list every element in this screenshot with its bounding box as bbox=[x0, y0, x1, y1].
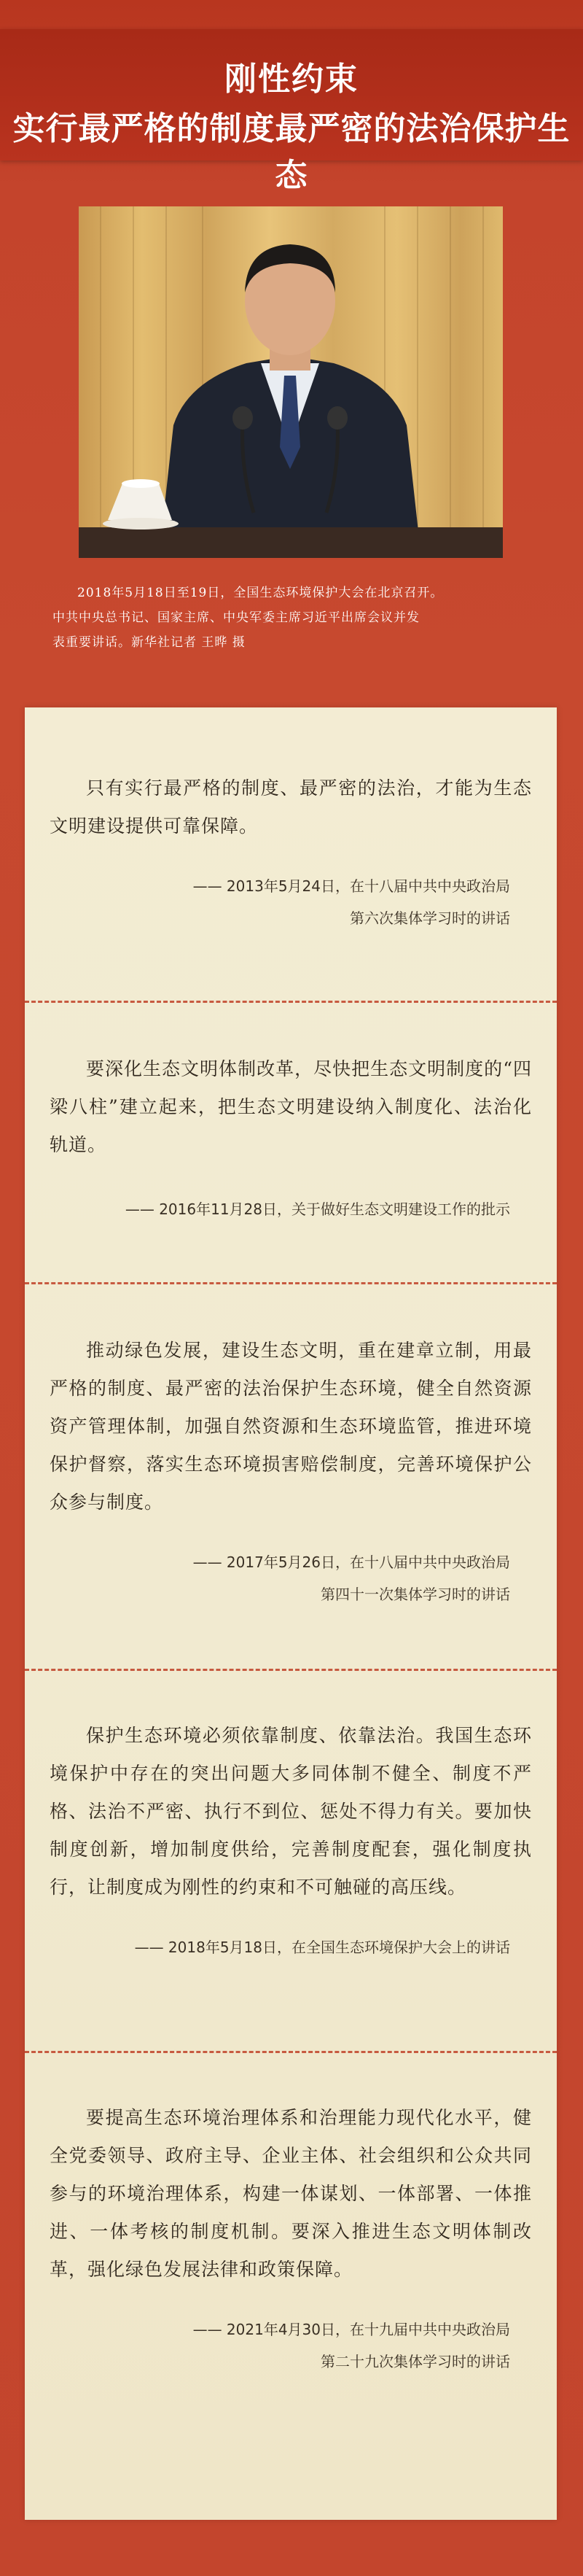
dashed-divider bbox=[25, 2051, 557, 2053]
quote-section bbox=[25, 1717, 557, 1963]
page-subtitle: 实行最严格的制度最严密的法治保护生态 bbox=[12, 110, 571, 194]
quote-section bbox=[25, 1332, 557, 1610]
quote-text: 只有实行最严格的制度、最严密的法治，才能为生态文明建设提供可靠保障。 bbox=[50, 777, 532, 837]
caption-line: 2018年5月18日至19日，全国生态环境保护大会在北京召开。 bbox=[77, 586, 444, 600]
quote-source: —— 2017年5月26日，在十八届中共中央政治局 bbox=[192, 1553, 510, 1571]
caption-line: 表重要讲话。新华社记者 王晔 摄 bbox=[52, 635, 246, 650]
page-title: 刚性约束 bbox=[224, 61, 359, 98]
quote-source: —— 2021年4月30日，在十九届中共中央政治局 bbox=[192, 2321, 510, 2338]
dashed-divider bbox=[25, 1669, 557, 1671]
caption-line: 中共中央总书记、国家主席、中央军委主席习近平出席会议并发 bbox=[52, 610, 420, 625]
quote-source: 第六次集体学习时的讲话 bbox=[350, 909, 510, 927]
quote-section bbox=[25, 2099, 557, 2378]
news-photo bbox=[79, 206, 503, 558]
dashed-divider bbox=[25, 1001, 557, 1003]
quote-source: —— 2016年11月28日，关于做好生态文明建设工作的批示 bbox=[125, 1200, 510, 1218]
dashed-divider bbox=[25, 1282, 557, 1284]
quote-text: 要提高生态环境治理体系和治理能力现代化水平，健全党委领导、政府主导、企业主体、社会组织和公众共同参与的环境治理体系，构建一体谋划、一体部署、一体推进、一体考核的制度机制。要深入推进生态文明体制改革，强化绿色发展法律和政策保障。 bbox=[50, 2107, 532, 2280]
speaker-photo-illustration bbox=[79, 206, 503, 558]
quote-source: —— 2018年5月18日，在全国生态环境保护大会上的讲话 bbox=[134, 1939, 510, 1956]
quote-section bbox=[25, 1050, 557, 1225]
quote-source: 第二十九次集体学习时的讲话 bbox=[321, 2353, 510, 2370]
quote-source: —— 2013年5月24日，在十八届中共中央政治局 bbox=[192, 877, 510, 895]
photo-caption bbox=[52, 581, 548, 655]
quote-section bbox=[25, 769, 557, 934]
quote-text: 要深化生态文明体制改革，尽快把生态文明制度的“四梁八柱”建立起来，把生态文明建设纳入制度化、法治化轨道。 bbox=[50, 1058, 532, 1155]
quote-source: 第四十一次集体学习时的讲话 bbox=[321, 1586, 510, 1603]
quote-text: 保护生态环境必须依靠制度、依靠法治。我国生态环境保护中存在的突出问题大多同体制不健全、制度不严格、法治不严密、执行不到位、惩处不得力有关。要加快制度创新，增加制度供给，完善制度配套，强化制度执行，让制度成为刚性的约束和不可触碰的高压线。 bbox=[50, 1725, 532, 1898]
quote-text: 推动绿色发展，建设生态文明，重在建章立制，用最严格的制度、最严密的法治保护生态环境，健全自然资源资产管理体制，加强自然资源和生态环境监管，推进环境保护督察，落实生态环境损害赔偿制度，完善环境保护公众参与制度。 bbox=[50, 1340, 532, 1513]
